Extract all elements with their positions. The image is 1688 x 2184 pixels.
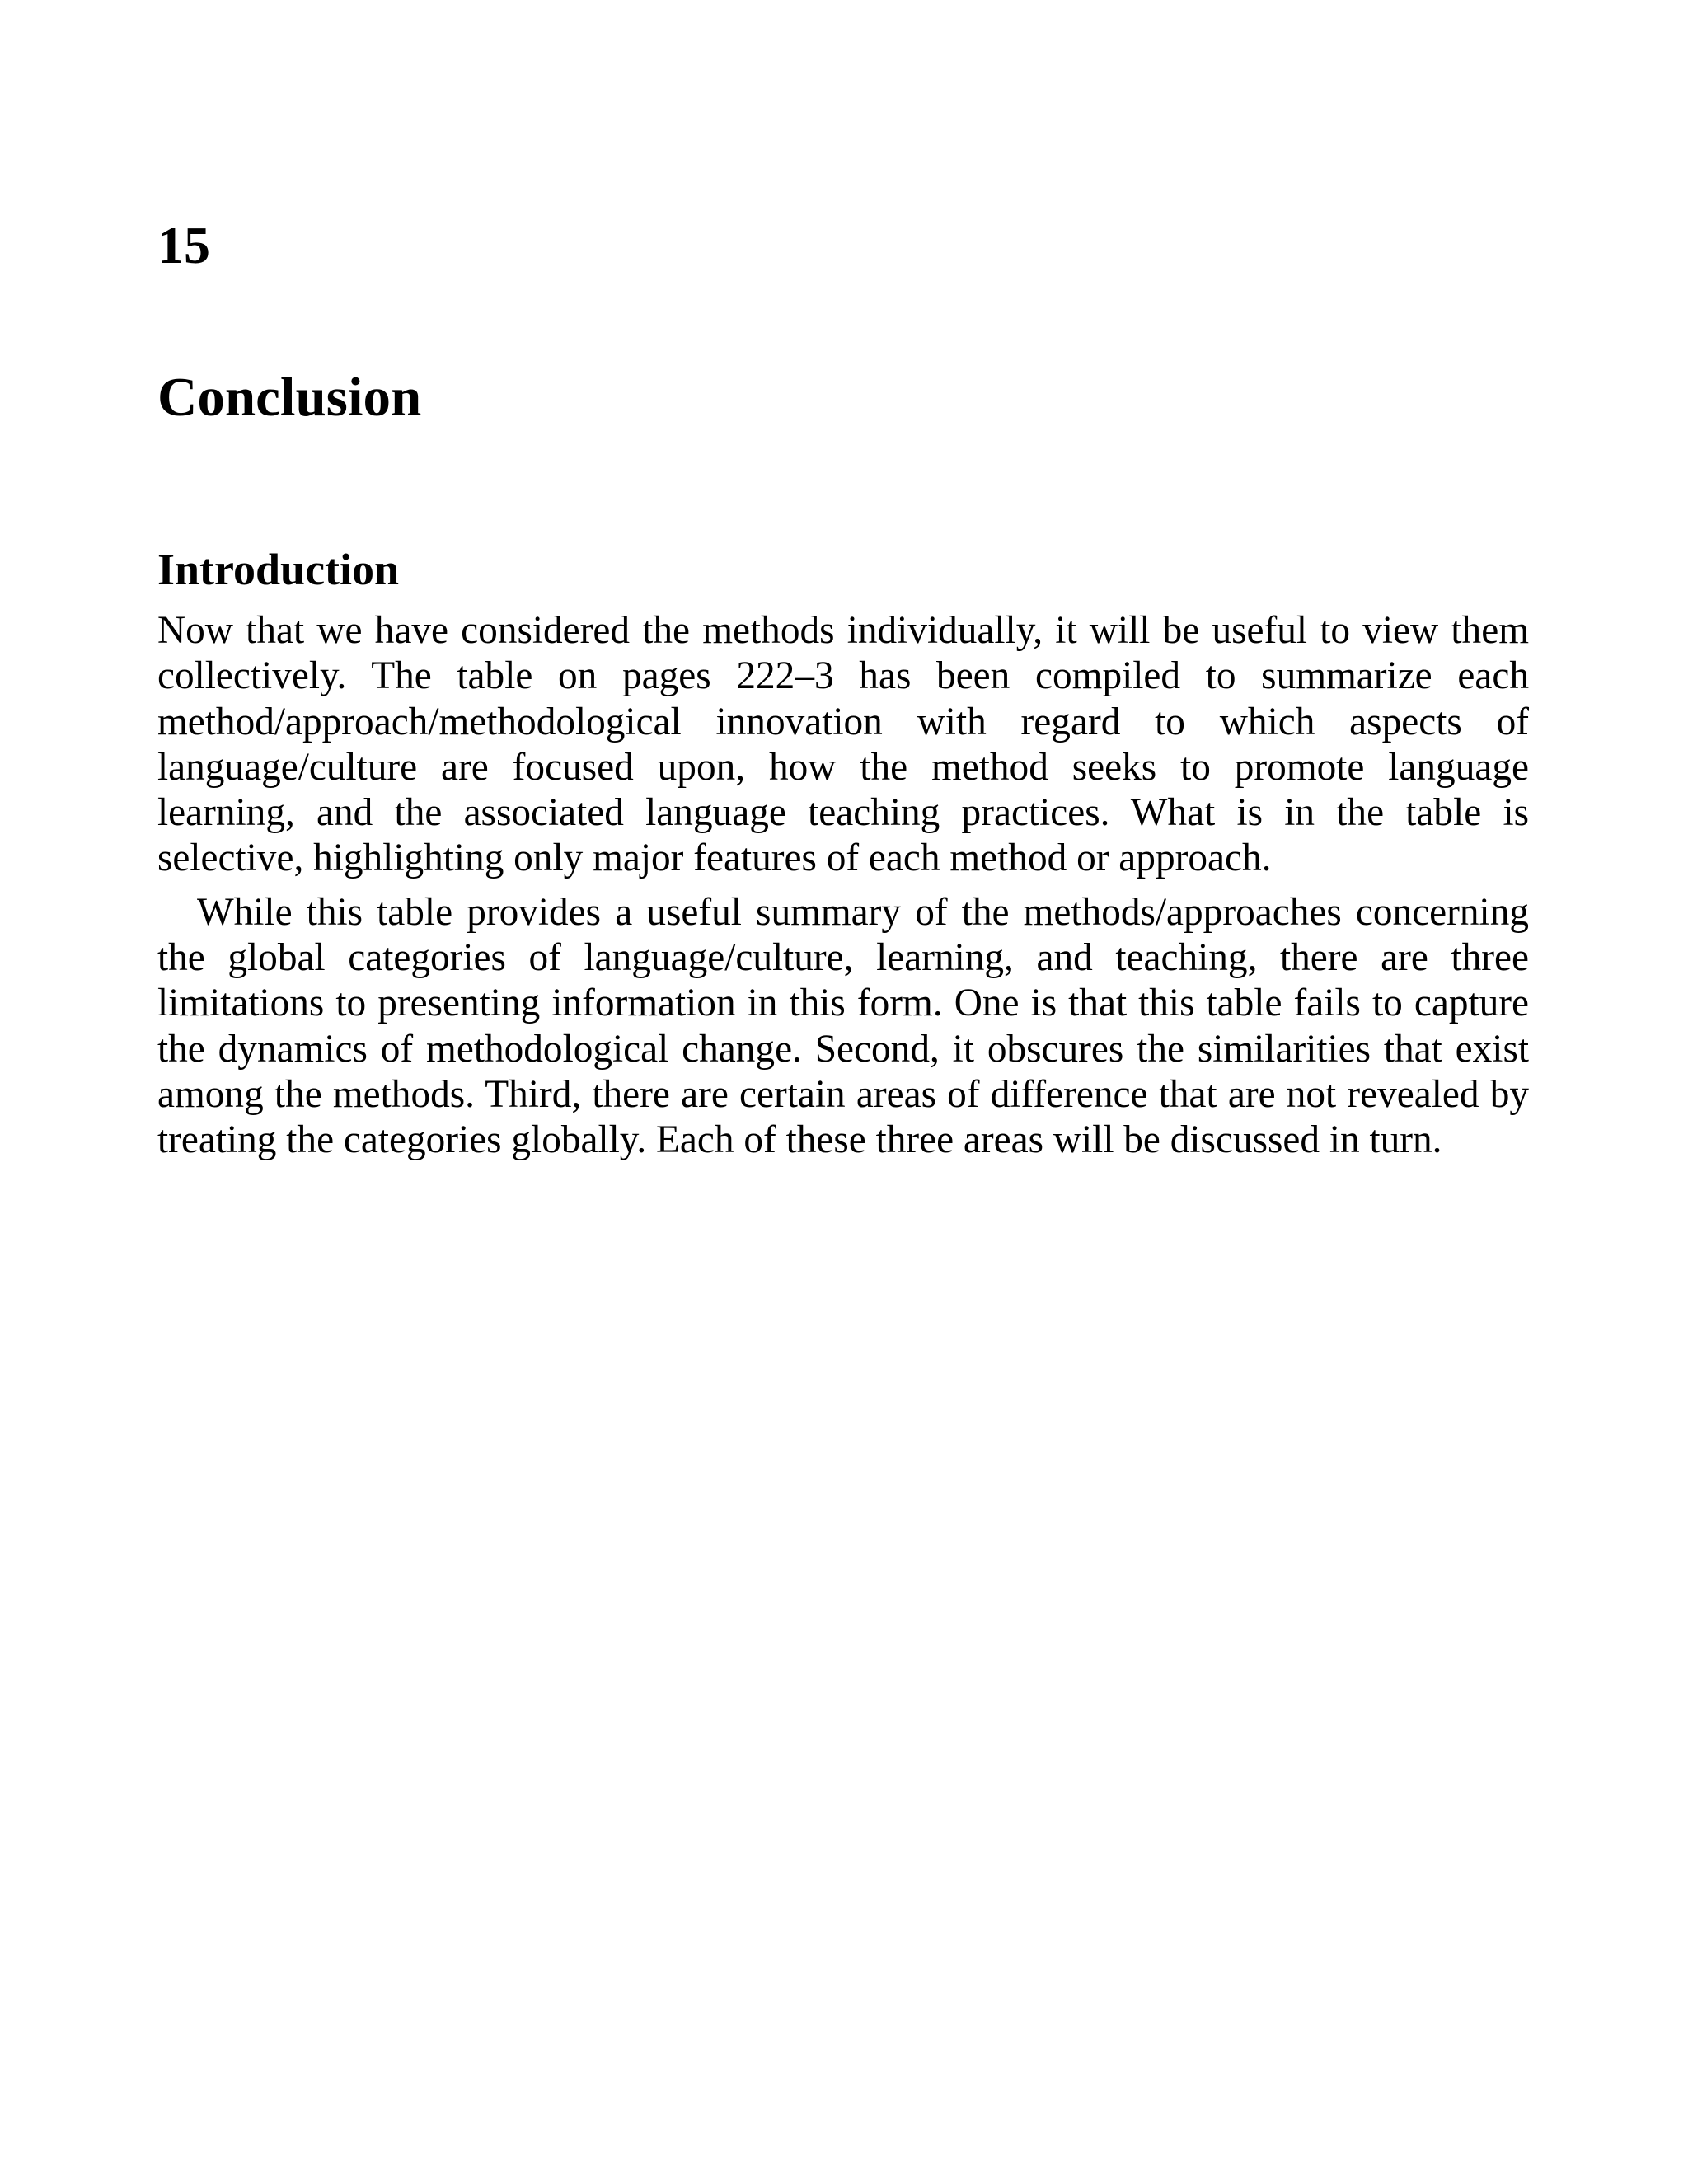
section-heading: Introduction [157, 545, 400, 594]
body-text [157, 608, 1529, 1164]
paragraph-2: While this table provides a useful summary of the methods/approaches concerning the global categories of language/culture, learning, and teaching, there are three limitations to presenting information in this form. One is that this table fails to capture the dynamics of methodological change. Second, it obscures the similarities that exist among the methods. Third, there are certain areas of difference that are not revealed by treating the categories globally. Each of these three areas will be discussed in turn. [157, 890, 1529, 1162]
chapter-title: Conclusion [157, 367, 422, 428]
chapter-number: 15 [157, 216, 210, 274]
paragraph-1: Now that we have considered the methods individually, it will be useful to view them collectively. The table on pages 222–3 has been compiled to summarize each method/approach/methodological innovation with regard to which aspects of language/culture are focused upon, how the method seeks to promote language learning, and the associated language teaching practices. What is in the table is selective, highlighting only major features of each method or approach. [157, 609, 1529, 880]
